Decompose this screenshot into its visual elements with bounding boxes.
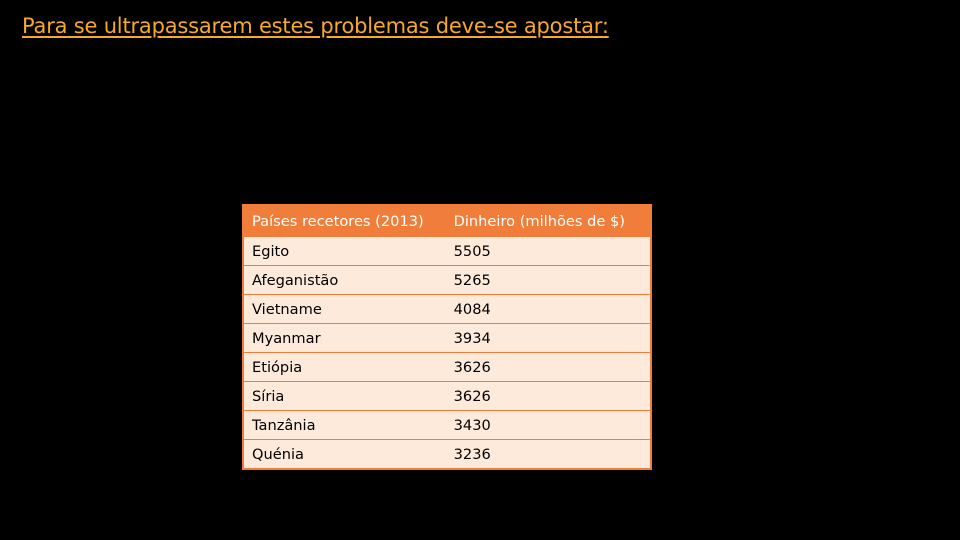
cell-country: Vietname (243, 295, 446, 324)
cell-country: Egito (243, 237, 446, 266)
table-row (243, 324, 651, 353)
header-amount: Dinheiro (milhões de $) (446, 205, 651, 237)
table-row (243, 295, 651, 324)
paragraph-text: prestação de serviços ou transferência de conhecimentos/tecnologia/dinheiro a custo muito reduzido ou a fundo perdido, de modo a que os países menos desenvolvidos possam ultrapassar os seus problemas que impedem o seu desenvolvimento. (48, 97, 888, 163)
cell-amount: 3236 (446, 440, 651, 470)
table-row (243, 382, 651, 411)
cell-country: Tanzânia (243, 411, 446, 440)
cell-amount: 5505 (446, 237, 651, 266)
paragraph-term: Cooperação internacional (ajuda ao desenvolvimento): (48, 97, 537, 116)
cell-country: Etiópia (243, 353, 446, 382)
cell-amount: 3626 (446, 382, 651, 411)
table-row (243, 411, 651, 440)
slide-title: Para se ultrapassarem estes problemas deve-se apostar: (22, 14, 609, 38)
body-paragraph (48, 95, 888, 166)
cell-country: Síria (243, 382, 446, 411)
cell-amount: 4084 (446, 295, 651, 324)
table-row (243, 266, 651, 295)
cell-amount: 3430 (446, 411, 651, 440)
recipients-table (242, 204, 652, 470)
cell-amount: 3934 (446, 324, 651, 353)
table-row (243, 353, 651, 382)
table-row (243, 237, 651, 266)
cell-amount: 3626 (446, 353, 651, 382)
cell-amount: 5265 (446, 266, 651, 295)
table-row (243, 440, 651, 470)
table-header-row (243, 205, 651, 237)
cell-country: Myanmar (243, 324, 446, 353)
cell-country: Afeganistão (243, 266, 446, 295)
cell-country: Quénia (243, 440, 446, 470)
header-country: Países recetores (2013) (243, 205, 446, 237)
